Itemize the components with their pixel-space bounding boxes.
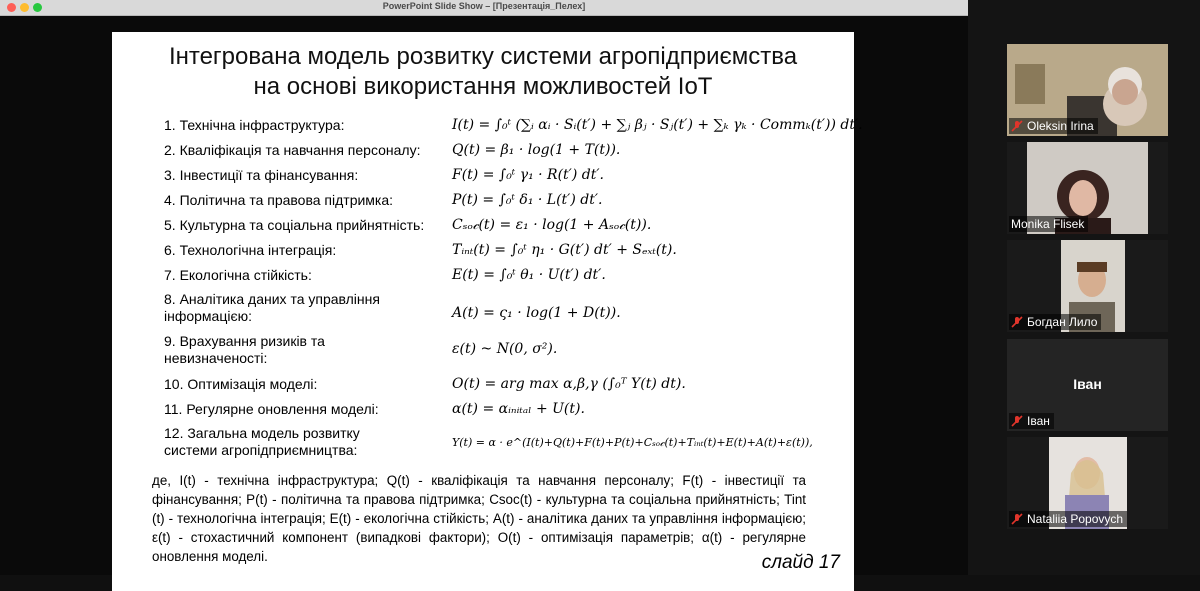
slide-title-line-1: Інтегрована модель розвитку системи агропідприємства bbox=[168, 43, 798, 70]
slideshow-stage bbox=[0, 16, 968, 575]
model-item-equation: Y(t) = α · e^(I(t)+Q(t)+F(t)+P(t)+Cₛₒ𝒸(t)+Tᵢₙₜ(t)+E(t)+A(t)+ε(t)), bbox=[452, 436, 813, 449]
model-item-equation: Q(t) = β₁ · log(1 + T(t)). bbox=[452, 142, 621, 158]
participant-name: Богдан Лило bbox=[1027, 315, 1098, 329]
model-item-label: 5. Культурна та соціальна прийнятність: bbox=[164, 217, 425, 233]
model-item-equation: I(t) = ∫₀ᵗ (∑ᵢ αᵢ · Sᵢ(t′) + ∑ⱼ βⱼ · Sⱼ(t′) + ∑ₖ γₖ · Commₖ(t′)) dt′. bbox=[452, 117, 863, 133]
variable-legend: де, I(t) - технічна інфраструктура; Q(t) - кваліфікація та навчання персоналу; F(t) - інвестиції та фінансування; P(t) - політична та правова підтримка; Csoc(t) - культурна та соціальна прийнятність; Tint (t) - технологічна інтеграція; E(t) - екологічна стійкість; A(t) - аналітика даних та управління інформацією; ε(t) - стохастичний компонент (випадкові фактори); O(t) - оптимізація параметрів; α(t) - регулярне оновлення моделі. bbox=[152, 473, 806, 564]
model-item-equation: E(t) = ∫₀ᵗ θ₁ · U(t′) dt′. bbox=[452, 267, 606, 283]
window-titlebar bbox=[0, 0, 968, 16]
participant-name-tag bbox=[1009, 413, 1054, 429]
participant-name: Іван bbox=[1027, 414, 1050, 428]
participant-name-tag bbox=[1009, 216, 1088, 232]
slide-title bbox=[112, 42, 854, 102]
model-item-equation: ε(t) ~ N(0, σ²). bbox=[452, 341, 558, 357]
model-item-equation: Cₛₒ𝒸(t) = ε₁ · log(1 + Aₛₒ𝒸(t)). bbox=[452, 217, 652, 233]
model-item-equation: O(t) = arg max α,β,γ (∫₀ᵀ Y(t) dt). bbox=[452, 376, 686, 392]
model-item-label: 2. Кваліфікація та навчання персоналу: bbox=[164, 142, 421, 158]
participant-name-tag bbox=[1009, 511, 1127, 527]
model-item-label: 1. Технічна інфраструктура: bbox=[164, 117, 345, 133]
model-item-label: 12. Загальна модель розвитку системи агропідприємництва: bbox=[164, 425, 360, 458]
model-item-label: 10. Оптимізація моделі: bbox=[164, 376, 318, 392]
participants-sidebar bbox=[968, 0, 1200, 575]
slide-number: слайд 17 bbox=[761, 552, 840, 573]
model-item-equation: α(t) = αᵢₙᵢₜₐₗ + U(t). bbox=[452, 401, 585, 417]
slide-title-line-2: на основі використання можливостей IoT bbox=[253, 73, 713, 100]
mic-muted-icon bbox=[1011, 415, 1023, 427]
model-item-equation: A(t) = ς₁ · log(1 + D(t)). bbox=[452, 305, 621, 321]
model-item-label: 6. Технологічна інтеграція: bbox=[164, 242, 337, 258]
model-item-equation: F(t) = ∫₀ᵗ γ₁ · R(t′) dt′. bbox=[452, 167, 604, 183]
model-item-label: 11. Регулярне оновлення моделі: bbox=[164, 401, 379, 417]
mic-muted-icon bbox=[1011, 120, 1023, 132]
participant-tile[interactable] bbox=[1007, 339, 1168, 431]
model-item-equation: P(t) = ∫₀ᵗ δ₁ · L(t′) dt′. bbox=[452, 192, 603, 208]
slide[interactable] bbox=[112, 32, 863, 591]
participant-name: Nataliia Popovych bbox=[1027, 512, 1124, 526]
model-item-label: 7. Екологічна стійкість: bbox=[164, 267, 312, 283]
model-item-equation: Tᵢₙₜ(t) = ∫₀ᵗ η₁ · G(t′) dt′ + Sₑₓₜ(t). bbox=[452, 242, 677, 258]
participant-name: Monika Flisek bbox=[1011, 217, 1085, 231]
window-title: PowerPoint Slide Show – [Презентація_Пелех] bbox=[382, 1, 586, 11]
participant-name-tag bbox=[1009, 314, 1101, 330]
mic-muted-icon bbox=[1011, 316, 1023, 328]
mic-muted-icon bbox=[1011, 513, 1023, 525]
participant-tile[interactable] bbox=[1007, 240, 1168, 332]
participant-display-name: Іван bbox=[1073, 376, 1102, 392]
model-item-label: 3. Інвестиції та фінансування: bbox=[164, 167, 359, 183]
participant-name-tag bbox=[1009, 118, 1098, 134]
model-item-label: 9. Врахування ризиків та невизначеності: bbox=[164, 333, 325, 366]
participant-tile[interactable] bbox=[1007, 437, 1168, 529]
participant-tile[interactable] bbox=[1007, 142, 1168, 234]
participant-name: Oleksin Irina bbox=[1027, 119, 1094, 133]
participant-tile[interactable] bbox=[1007, 44, 1168, 136]
model-item-label: 8. Аналітика даних та управління інформацією: bbox=[164, 291, 380, 324]
model-item-label: 4. Політична та правова підтримка: bbox=[164, 192, 394, 208]
